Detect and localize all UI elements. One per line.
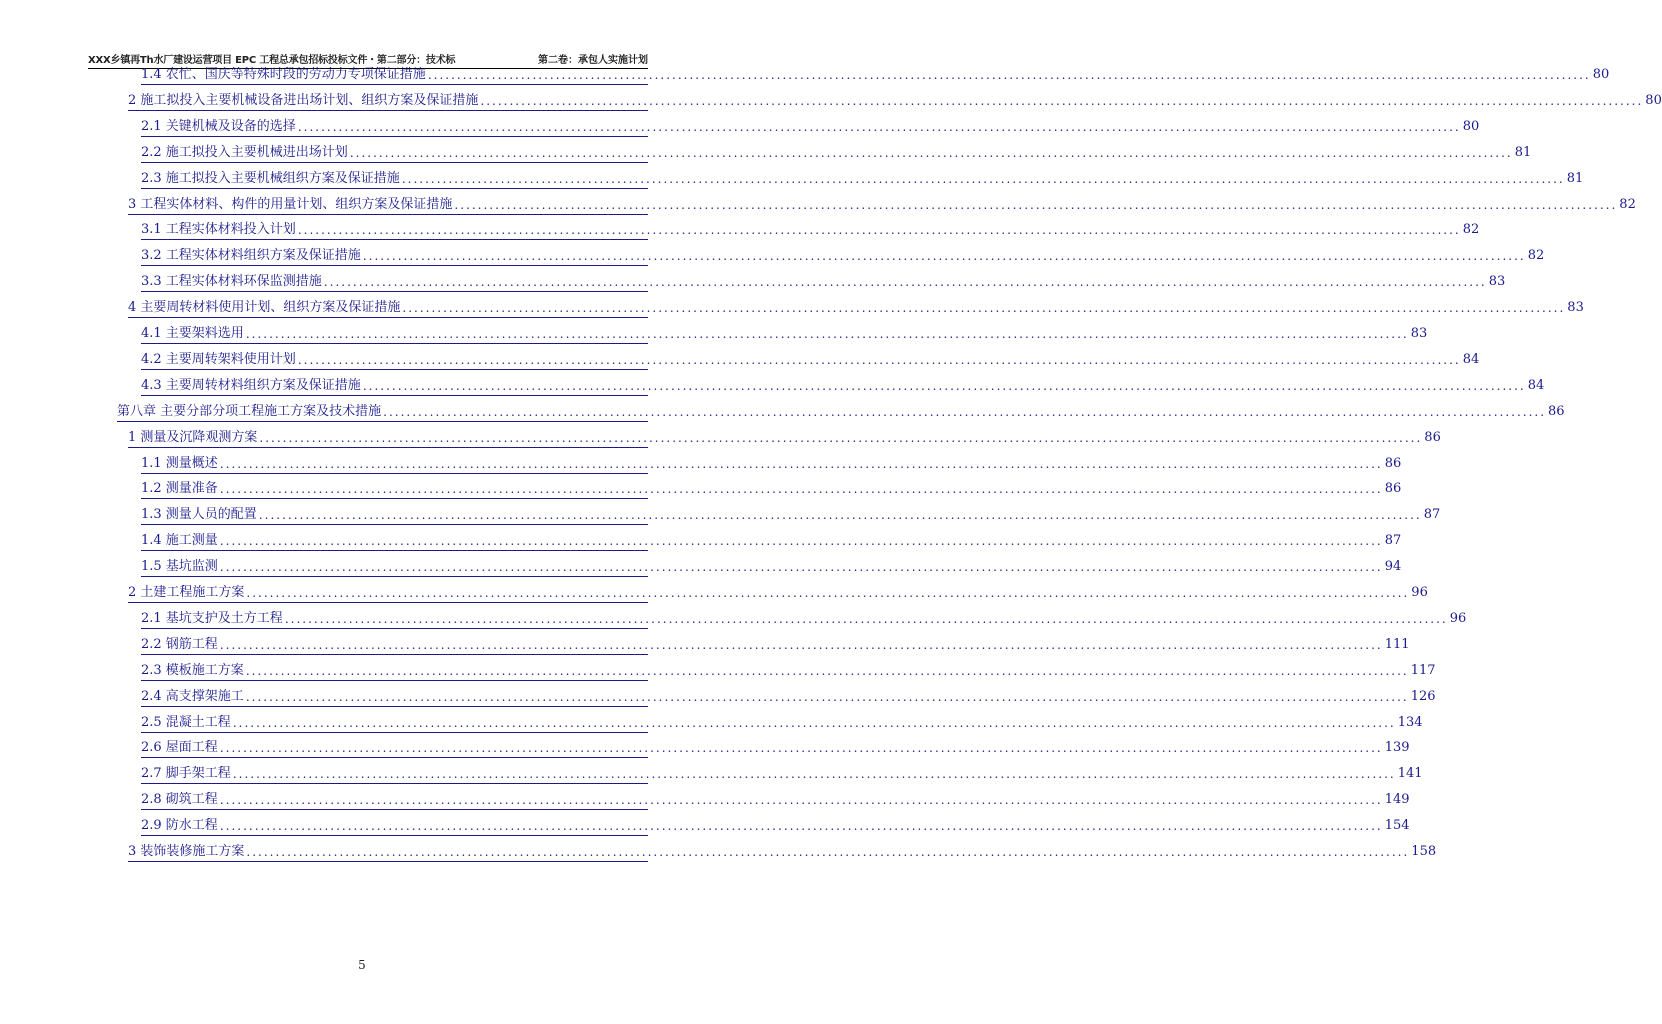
- toc-entry-title: 4.3 主要周转材料组织方案及保证措施: [141, 377, 361, 393]
- toc-entry-title: 2.4 高支撑架施工: [141, 688, 244, 704]
- toc-entry-title: 2.9 防水工程: [141, 818, 218, 834]
- toc-entry[interactable]: [141, 813, 1410, 836]
- toc-leader-dots: ........................................................................................................................................................................................................: [297, 352, 1461, 367]
- toc-entry[interactable]: [128, 88, 1662, 111]
- toc-entry[interactable]: [141, 632, 1410, 655]
- toc-leader-dots: ........................................................................................................................................................................................................: [219, 637, 1383, 652]
- toc-entry-page: 149: [1384, 792, 1410, 808]
- toc-leader-dots: ........................................................................................................................................................................................................: [245, 663, 1409, 678]
- toc-entry-title: 2.5 混凝土工程: [141, 714, 231, 730]
- toc-entry[interactable]: [141, 347, 1480, 370]
- toc-entry-title: 4.1 主要架料选用: [141, 326, 244, 341]
- toc-entry-title: 1 测量及沉降观测方案: [128, 429, 258, 445]
- toc-entry-page: 126: [1410, 688, 1436, 704]
- toc-entry[interactable]: [141, 735, 1410, 758]
- toc-leader-dots: ........................................................................................................................................................................................................: [362, 249, 1526, 264]
- toc-entry-page: 80: [1462, 118, 1480, 134]
- toc-entry-page: 86: [1384, 455, 1402, 471]
- toc-entry[interactable]: [141, 502, 1441, 525]
- toc-leader-dots: ........................................................................................................................................................................................................: [245, 327, 1409, 341]
- toc-entry[interactable]: [141, 373, 1545, 396]
- toc-leader-dots: ........................................................................................................................................................................................................: [383, 404, 1547, 419]
- toc-leader-dots: ........................................................................................................................................................................................................: [349, 145, 1513, 160]
- toc-entry[interactable]: [141, 166, 1584, 189]
- toc-entry-title: 2 土建工程施工方案: [128, 585, 245, 600]
- toc-entry-title: 2.2 钢筋工程: [141, 636, 218, 652]
- toc-entry[interactable]: [141, 62, 1610, 85]
- toc-entry-title: 1.4 农忙、国庆等特殊时段的劳动力专项保证措施: [141, 67, 426, 82]
- toc-entry[interactable]: [141, 658, 1436, 681]
- toc-entry-title: 2.3 模板施工方案: [141, 662, 244, 678]
- toc-entry[interactable]: [141, 761, 1423, 784]
- toc-leader-dots: ........................................................................................................................................................................................................: [219, 534, 1383, 549]
- toc-entry-title: 2.6 屋面工程: [141, 740, 218, 756]
- toc-entry-title: 2.2 施工拟投入主要机械进出场计划: [141, 144, 348, 160]
- toc-entry-page: 80: [1592, 67, 1610, 82]
- toc-leader-dots: ........................................................................................................................................................................................................: [402, 301, 1566, 316]
- toc-entry[interactable]: [141, 606, 1467, 629]
- toc-entry-page: 86: [1424, 429, 1441, 445]
- toc-entry-title: 2.1 关键机械及设备的选择: [141, 118, 296, 134]
- toc-entry-title: 2 施工拟投入主要机械设备进出场计划、组织方案及保证措施: [128, 92, 479, 108]
- page-number: 5: [358, 958, 366, 972]
- toc-entry-title: 1.3 测量人员的配置: [141, 507, 257, 523]
- toc-entry-page: 83: [1567, 300, 1584, 316]
- toc-entry[interactable]: [141, 684, 1436, 707]
- toc-entry-title: 4.2 主要周转架料使用计划: [141, 351, 296, 367]
- toc-entry[interactable]: [128, 580, 1428, 603]
- toc-entry-page: 96: [1449, 610, 1467, 626]
- toc-leader-dots: ........................................................................................................................................................................................................: [297, 119, 1461, 134]
- toc-leader-dots: ........................................................................................................................................................................................................: [219, 741, 1383, 756]
- toc-entry-title: 1.4 施工测量: [141, 533, 218, 549]
- toc-leader-dots: ........................................................................................................................................................................................................: [232, 767, 1396, 782]
- toc-entry-page: 154: [1384, 818, 1410, 834]
- toc-entry-page: 81: [1566, 170, 1584, 186]
- toc-leader-dots: ........................................................................................................................................................................................................: [259, 430, 1423, 445]
- toc-entry[interactable]: [141, 140, 1532, 163]
- toc-entry-title: 2.8 砌筑工程: [141, 792, 218, 808]
- toc-entry-page: 83: [1488, 274, 1506, 290]
- toc-leader-dots: ........................................................................................................................................................................................................: [480, 93, 1644, 108]
- toc-entry-title: 2.3 施工拟投入主要机械组织方案及保证措施: [141, 170, 400, 186]
- toc-entry[interactable]: [141, 710, 1423, 733]
- toc-leader-dots: ........................................................................................................................................................................................................: [401, 171, 1565, 186]
- toc-entry[interactable]: [141, 528, 1402, 551]
- toc-entry-title: 3.3 工程实体材料环保监测措施: [141, 274, 322, 290]
- toc-entry[interactable]: [128, 295, 1584, 318]
- toc-entry[interactable]: [141, 787, 1410, 810]
- toc-entry-title: 3.2 工程实体材料组织方案及保证措施: [141, 248, 361, 264]
- toc-entry-page: 141: [1397, 766, 1423, 782]
- toc-entry[interactable]: [141, 321, 1428, 344]
- toc-leader-dots: ........................................................................................................................................................................................................: [246, 586, 1410, 600]
- header-right-title: 第二卷：承包人实施计划: [538, 55, 648, 66]
- toc-entry-page: 84: [1462, 351, 1480, 367]
- toc-leader-dots: ........................................................................................................................................................................................................: [297, 223, 1461, 238]
- toc-entry-title: 1.5 基坑监测: [141, 559, 218, 575]
- toc-entry[interactable]: [128, 839, 1437, 862]
- toc-entry-title: 3 装饰装修施工方案: [128, 844, 245, 859]
- toc-entry-page: 158: [1411, 844, 1437, 859]
- toc-entry-page: 139: [1384, 740, 1410, 756]
- toc-entry-title: 3 工程实体材料、构件的用量计划、组织方案及保证措施: [128, 196, 453, 212]
- toc-leader-dots: ........................................................................................................................................................................................................: [323, 275, 1487, 290]
- toc-entry-page: 86: [1384, 481, 1402, 497]
- toc-entry-page: 83: [1410, 326, 1428, 341]
- toc-leader-dots: ........................................................................................................................................................................................................: [219, 456, 1383, 471]
- toc-entry[interactable]: [141, 217, 1480, 240]
- toc-leader-dots: ........................................................................................................................................................................................................: [258, 508, 1422, 523]
- toc-entry-page: 134: [1397, 714, 1423, 730]
- toc-entry-title: 1.2 测量准备: [141, 481, 218, 497]
- toc-entry-title: 2.1 基坑支护及土方工程: [141, 610, 283, 626]
- toc-entry-page: 94: [1384, 559, 1402, 575]
- toc-entry-title: 4 主要周转材料使用计划、组织方案及保证措施: [128, 300, 401, 316]
- toc-entry-title: 1.1 测量概述: [141, 455, 218, 471]
- toc-entry[interactable]: [141, 269, 1506, 292]
- toc-entry-page: 86: [1548, 403, 1565, 419]
- toc-entry[interactable]: [128, 192, 1636, 215]
- toc-entry-page: 87: [1384, 533, 1402, 549]
- toc-leader-dots: ........................................................................................................................................................................................................: [284, 611, 1448, 626]
- toc-entry-page: 82: [1619, 196, 1636, 212]
- toc-entry[interactable]: [141, 114, 1480, 137]
- toc-leader-dots: ........................................................................................................................................................................................................: [219, 482, 1383, 497]
- toc-entry-title: 第八章 主要分部分项工程施工方案及技术措施: [117, 403, 382, 419]
- toc-entry-page: 84: [1527, 377, 1545, 393]
- toc-entry-title: 3.1 工程实体材料投入计划: [141, 222, 296, 238]
- toc-entry[interactable]: [141, 243, 1545, 266]
- toc-entry[interactable]: [141, 554, 1402, 577]
- toc-leader-dots: ........................................................................................................................................................................................................: [427, 68, 1591, 82]
- toc-entry-page: 117: [1410, 662, 1436, 678]
- toc-entry[interactable]: [141, 476, 1402, 499]
- toc-leader-dots: ........................................................................................................................................................................................................: [454, 197, 1618, 212]
- header-left-title: XXX乡镇再Th水厂建设运营项目 EPC 工程总承包招标投标文件・第二部分：技术标: [88, 55, 456, 66]
- toc-entry-page: 81: [1514, 144, 1532, 160]
- toc-entry[interactable]: [128, 425, 1441, 448]
- toc-leader-dots: ........................................................................................................................................................................................................: [362, 378, 1526, 393]
- toc-leader-dots: ........................................................................................................................................................................................................: [232, 715, 1396, 730]
- toc-entry-page: 111: [1384, 636, 1410, 652]
- toc-leader-dots: ........................................................................................................................................................................................................: [219, 793, 1383, 808]
- toc-entry-page: 82: [1527, 248, 1545, 264]
- toc-entry-page: 87: [1423, 507, 1441, 523]
- toc-entry[interactable]: [117, 399, 1565, 422]
- toc-entry-title: 2.7 脚手架工程: [141, 766, 231, 782]
- toc-leader-dots: ........................................................................................................................................................................................................: [219, 819, 1383, 834]
- toc-leader-dots: ........................................................................................................................................................................................................: [219, 560, 1383, 575]
- toc-entry-page: 82: [1462, 222, 1480, 238]
- toc-leader-dots: ........................................................................................................................................................................................................: [246, 845, 1410, 859]
- toc-entry[interactable]: [141, 451, 1402, 474]
- toc-entry-page: 96: [1411, 585, 1428, 600]
- toc-leader-dots: ........................................................................................................................................................................................................: [245, 689, 1409, 704]
- toc-entry-page: 80: [1645, 92, 1662, 108]
